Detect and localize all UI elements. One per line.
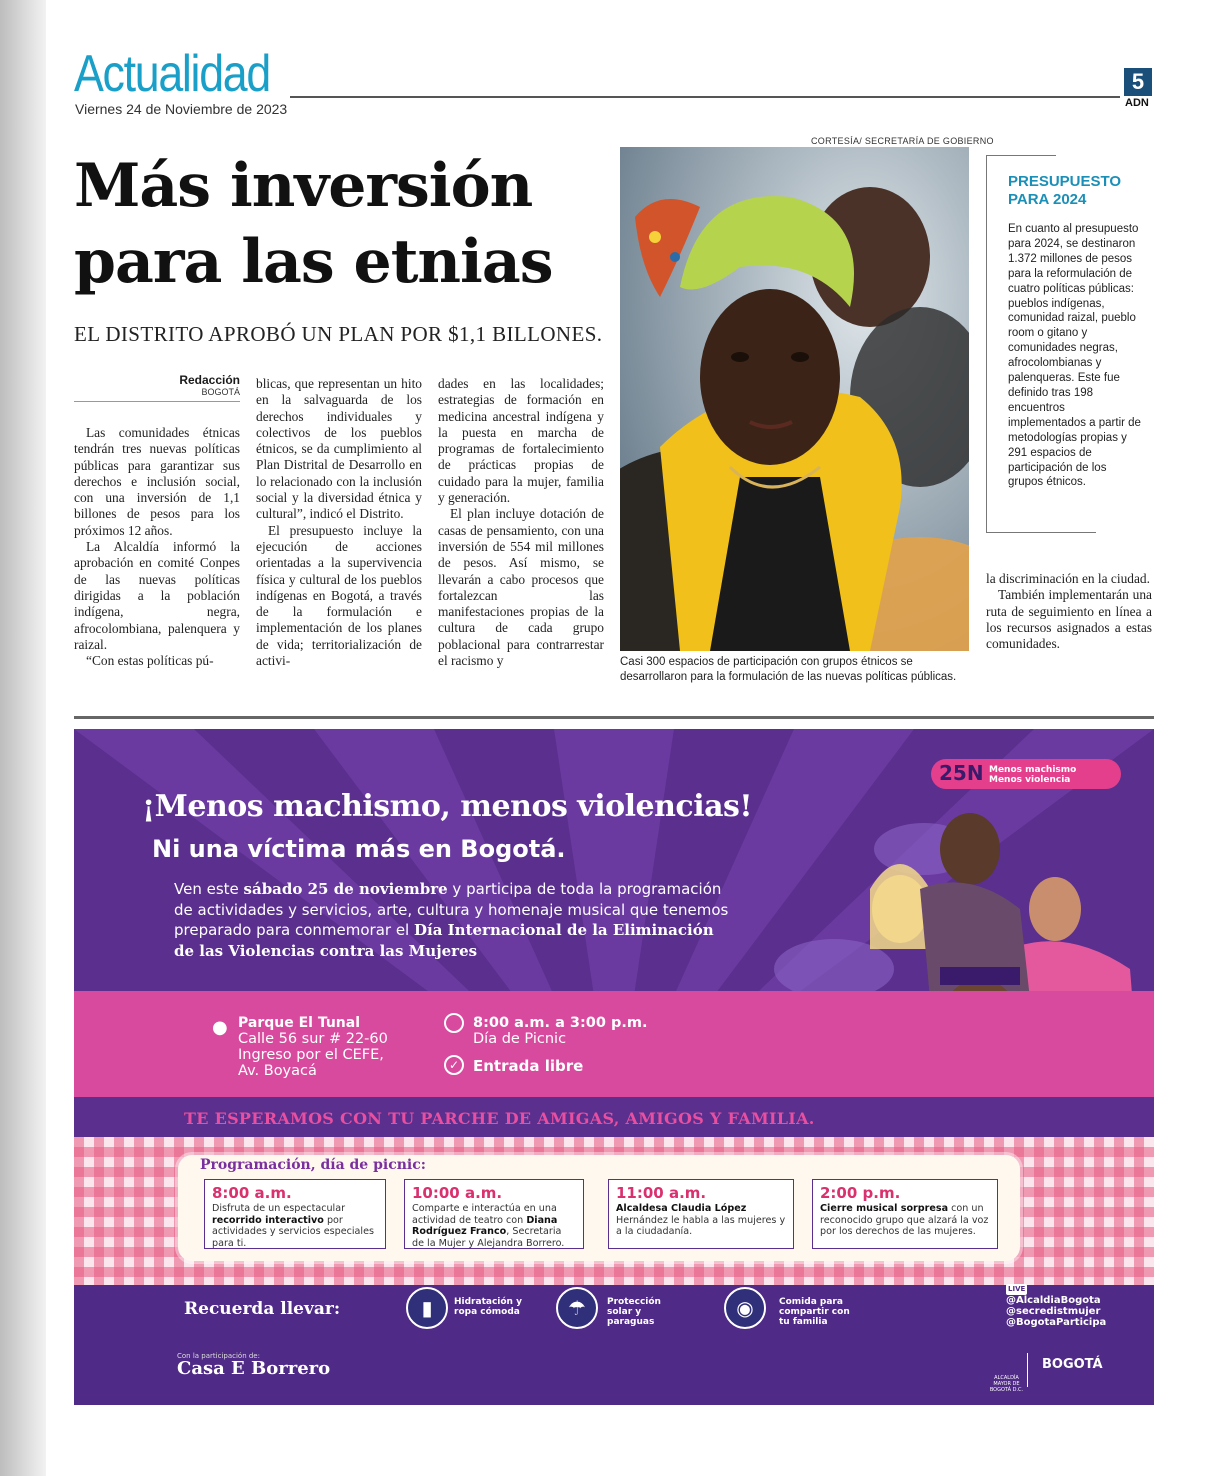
photo-credit: CORTESÍA/ SECRETARÍA DE GOBIERNO: [811, 136, 994, 146]
ad-body-pre: Ven este: [174, 880, 244, 898]
slot-description: [412, 1203, 576, 1249]
ad-body-date: sábado 25 de noviembre: [243, 880, 448, 898]
address-line: Av. Boyacá: [238, 1063, 317, 1079]
participation-label: Con la participación de:: [177, 1352, 260, 1360]
paragraph: dades en las localidades; estrategias de formación en medicina ancestral indígena y la puesta en marcha de programas de fortalecimiento de prácticas propias de cuidado para la mujer, familia y generación.: [438, 376, 604, 506]
slot-text: , Secretaria de la Mujer y Alejandra Borrero.: [412, 1226, 565, 1249]
slot-highlight: Alcaldesa Claudia López: [616, 1203, 747, 1214]
sidebar-title: PRESUPUESTO PARA 2024: [1008, 173, 1122, 208]
reminder-label: Protección solar y paraguas: [607, 1297, 661, 1327]
slot-description: [616, 1203, 786, 1238]
slot-description: [820, 1203, 990, 1238]
event-time: 8:00 a.m. a 3:00 p.m.: [473, 1015, 648, 1031]
paragraph: “Con estas políticas pú-: [86, 653, 214, 669]
social-handle: @AlcaldiaBogota: [1006, 1295, 1101, 1306]
location-pin-icon: ●: [212, 1017, 228, 1038]
header-rule: [290, 96, 1120, 98]
social-handle: @secredistmujer: [1006, 1306, 1101, 1317]
program-slot: [812, 1179, 998, 1249]
invite-text: TE ESPERAMOS CON TU PARCHE DE AMIGAS, AMIGOS Y FAMILIA.: [184, 1109, 815, 1128]
headline-line-2: para las etnias: [74, 227, 553, 297]
location-title: Parque El Tunal: [238, 1015, 361, 1031]
byline-author: Redacción: [179, 373, 240, 387]
headline-line-1: Más inversión: [74, 151, 533, 221]
bogota-logo: BOGOTÁ: [1042, 1357, 1103, 1372]
slot-time: 10:00 a.m.: [412, 1184, 503, 1202]
photo-illustration: [620, 147, 969, 651]
event-type: Día de Picnic: [473, 1031, 567, 1047]
slot-text: por actividades y servicios especiales para ti.: [212, 1214, 374, 1249]
sidebar-body: En cuanto al presupuesto para 2024, se destinaron 1.372 millones de pesos para la reformulación de cuatro políticas públicas: pueblos indígenas, comunidad raizal, pueblo room o gitano y comunidades negras, afrocolombianas y palenqueras. Este fue definido tras 198 encuentros implementados a partir de metodologías propias y 291 espacios de participación de los grupos étnicos.: [1008, 223, 1141, 489]
sidebar-bracket: [986, 155, 987, 533]
badge-main: 25N: [939, 761, 984, 785]
paragraph: La Alcaldía informó la aprobación en comité Conpes de las nuevas políticas dirigidas a la población indígena, negra, afrocolombiana, palenquera y raizal.: [74, 539, 240, 652]
clock-icon: [444, 1013, 464, 1033]
event-details-band: [74, 991, 1154, 1097]
page-number: 5: [1124, 68, 1152, 96]
budget-sidebar: [986, 155, 1161, 533]
brand-logo: ADN: [1125, 97, 1149, 109]
slot-highlight: Diana Rodríguez Franco: [412, 1214, 558, 1237]
ad-body-text: [174, 879, 734, 961]
paragraph: El presupuesto incluye la ejecución de acciones orientadas a la supervivencia física y cultural de los pueblos indígenas en Bogotá, a través de la formulación e implementación de los planes de vida; territorialización de activi-: [256, 522, 422, 669]
ad-body-event: Día Internacional de la Eliminación de las Violencias contra las Mujeres: [174, 921, 714, 960]
slot-time: 8:00 a.m.: [212, 1184, 292, 1202]
slot-text: Comparte e interactúa en una actividad de teatro con: [412, 1203, 557, 1226]
slot-time: 11:00 a.m.: [616, 1184, 707, 1202]
slot-text: con un reconocido grupo que alzará la voz por los derechos de las mujeres.: [820, 1203, 989, 1237]
ad-body-mid: y participa de toda la programación de actividades y servicios, arte, cultura y homenaje musical que tenemos preparado para conmemorar el: [174, 880, 729, 939]
article-column-4: [986, 571, 1152, 652]
program-slot: [404, 1179, 584, 1249]
program-slot: [608, 1179, 794, 1249]
live-badge: LIVE: [1008, 1285, 1026, 1293]
paragraph: Las comunidades étnicas tendrán tres nuevas políticas públicas para garantizar sus derechos e inclusión social, con una inversión de 1,1 billones de pesos para los próximos 12 años.: [74, 425, 240, 538]
ad-headline: ¡Menos machismo, menos violencias!: [142, 789, 753, 824]
reminder-label: Hidratación y ropa cómoda: [454, 1297, 522, 1317]
entry-free: Entrada libre: [473, 1057, 584, 1075]
alcaldia-logo: ALCALDÍA MAYOR DE BOGOTÁ D.C.: [986, 1353, 1028, 1387]
burger-icon: ◉: [724, 1287, 766, 1329]
slot-time: 2:00 p.m.: [820, 1184, 901, 1202]
deck: EL DISTRITO APROBÓ UN PLAN POR $1,1 BILLONES.: [74, 322, 603, 346]
paragraph: la discriminación en la ciudad.: [986, 571, 1150, 586]
remember-title: Recuerda llevar:: [184, 1299, 341, 1319]
ad-subheadline: Ni una víctima más en Bogotá.: [152, 835, 566, 863]
article-column-1: [74, 425, 240, 669]
25n-badge: [931, 759, 1121, 789]
paragraph: El plan incluye dotación de casas de pensamiento, con una inversión de 554 mil millones de pesos. Así mismo, se llevarán a cabo procesos que fortalezcan las manifestaciones propias de la cultura de cada grupo poblacional para contrarrestar el racismo y: [438, 506, 604, 669]
section-divider: [74, 716, 1154, 719]
slot-text: Hernández le habla a las mujeres y a la ciudadanía.: [616, 1214, 786, 1237]
article-column-3: [438, 376, 604, 669]
umbrella-icon: ☂: [556, 1287, 598, 1329]
badge-line-2: Menos violencia: [989, 775, 1071, 785]
slot-highlight: recorrido interactivo: [212, 1214, 324, 1226]
slot-highlight: Cierre musical sorpresa: [820, 1203, 949, 1214]
newspaper-page: [46, 0, 1224, 1476]
paragraph: blicas, que representan un hito en la salvaguarda de los derechos individuales y colectivos de los pueblos étnicos, se da cumplimiento al Plan Distrital de Desarrollo en lo relacionado con la inclusión social y la diversidad étnica y cultural”, indicó el Distrito.: [256, 376, 422, 522]
sidebar-bracket: [986, 155, 1056, 156]
slot-text: Disfruta de un espectacular: [212, 1203, 346, 1214]
article-column-2: [256, 376, 422, 669]
byline: [74, 373, 240, 402]
bottle-icon: ▮: [406, 1287, 448, 1329]
headline: [74, 148, 614, 300]
location-address: [238, 1031, 388, 1079]
binding-gutter: [0, 0, 46, 1476]
section-title: Actualidad: [74, 45, 270, 103]
issue-date: Viernes 24 de Noviembre de 2023: [75, 101, 288, 117]
photo-caption: Casi 300 espacios de participación con grupos étnicos se desarrollaron para la formulación de las nuevas políticas públicas.: [620, 656, 957, 683]
casa-e-borrero-logo: Casa E Borrero: [177, 1358, 331, 1379]
address-line: Calle 56 sur # 22-60: [238, 1031, 388, 1047]
social-handle: @BogotaParticipa: [1006, 1317, 1107, 1328]
badge-line-1: Menos machismo: [989, 765, 1077, 775]
sidebar-bracket: [986, 532, 1096, 533]
byline-location: BOGOTÁ: [201, 387, 240, 397]
program-title: Programación, día de picnic:: [200, 1157, 426, 1173]
reminder-label: Comida para compartir con tu familia: [779, 1297, 850, 1327]
badge-text: [989, 765, 1076, 785]
paragraph: También implementarán una ruta de seguimiento en línea a los recursos asignados a estas comunidades.: [986, 587, 1152, 652]
slot-description: [212, 1203, 378, 1249]
address-line: Ingreso por el CEFE,: [238, 1047, 384, 1063]
advertisement-25n: [74, 729, 1154, 1405]
check-icon: ✓: [444, 1055, 464, 1075]
program-slot: [204, 1179, 386, 1249]
social-handles: [1006, 1283, 1106, 1328]
article-photo: [620, 147, 969, 651]
